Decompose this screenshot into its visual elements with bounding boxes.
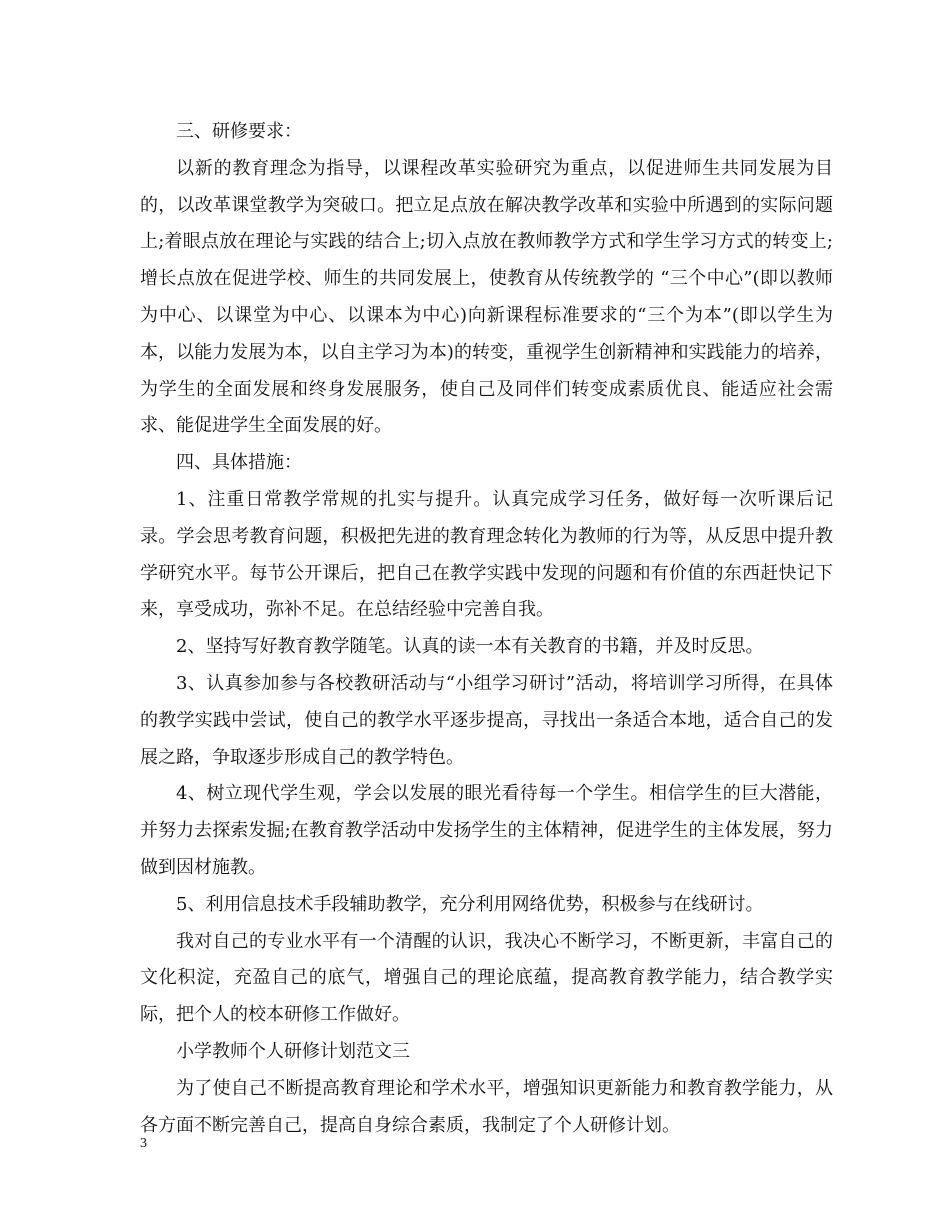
paragraph-requirements-body: 以新的教育理念为指导，以课程改革实验研究为重点，以促进师生共同发展为目的，以改革课堂教学为突破口。把立足点放在解决教学改革和实验中所遇到的实际问题上;着眼点放在理论与实践的结合上;切入点放在教师教学方式和学生学习方式的转变上;增长点放在促进学校、师生的共同发展上，使教育从传统教学的 “三个中心”(即以教师为中心、以课堂为中心、以课本为中心)向新课程标准要求的“三个为本”(即以学生为本，以能力发展为本，以自主学习为本)的转变，重视学生创新精神和实践能力的培养，为学生的全面发展和终身发展服务，使自己及同伴们转变成素质优良、能适应社会需求、能促进学生全面发展的好。 [140,157,833,437]
paragraph-measure-2: 2、坚持写好教育教学随笔。认真的读一本有关教育的书籍，并及时反思。 [176,636,764,658]
paragraph-measure-4: 4、树立现代学生观，学会以发展的眼光看待每一个学生。相信学生的巨大潜能，并努力去探索发掘;在教育教学活动中发扬学生的主体精神，促进学生的主体发展，努力做到因材施教。 [140,783,833,878]
page-number: 3 [140,1136,147,1151]
paragraph-measure-1: 1、注重日常教学常规的扎实与提升。认真完成学习任务，做好每一次听课后记录。学会思考教育问题，积极把先进的教育理念转化为教师的行为等，从反思中提升教学研究水平。每节公开课后，把自己在教学实践中发现的问题和有价值的东西赶快记下来，享受成功，弥补不足。在总结经验中完善自我。 [140,488,833,621]
section-heading-requirements: 三、研修要求： [176,121,302,142]
document-body [140,114,833,1144]
paragraph-conclusion: 我对自己的专业水平有一个清醒的认识，我决心不断学习，不断更新，丰富自己的文化积淀，充盈自己的底气，增强自己的理论底蕴，提高教育教学能力，结合教学实际，把个人的校本研修工作做好。 [140,930,833,1026]
section-title-sample-three: 小学教师个人研修计划范文三 [176,1040,410,1062]
paragraph-measure-3: 3、认真参加参与各校教研活动与“小组学习研讨”活动，将培训学习所得，在具体的教学实践中尝试，使自己的教学水平逐步提高，寻找出一条适合本地，适合自己的发展之路，争取逐步形成自己的教学特色。 [140,672,833,768]
section-heading-measures: 四、具体措施： [176,452,302,474]
paragraph-measure-5: 5、利用信息技术手段辅助教学，充分利用网络优势，积极参与在线研讨。 [176,893,764,915]
paragraph-sample-three-intro: 为了使自己不断提高教育理论和学术水平，增强知识更新能力和教育教学能力，从各方面不断完善自己，提高自身综合素质，我制定了个人研修计划。 [140,1077,833,1136]
